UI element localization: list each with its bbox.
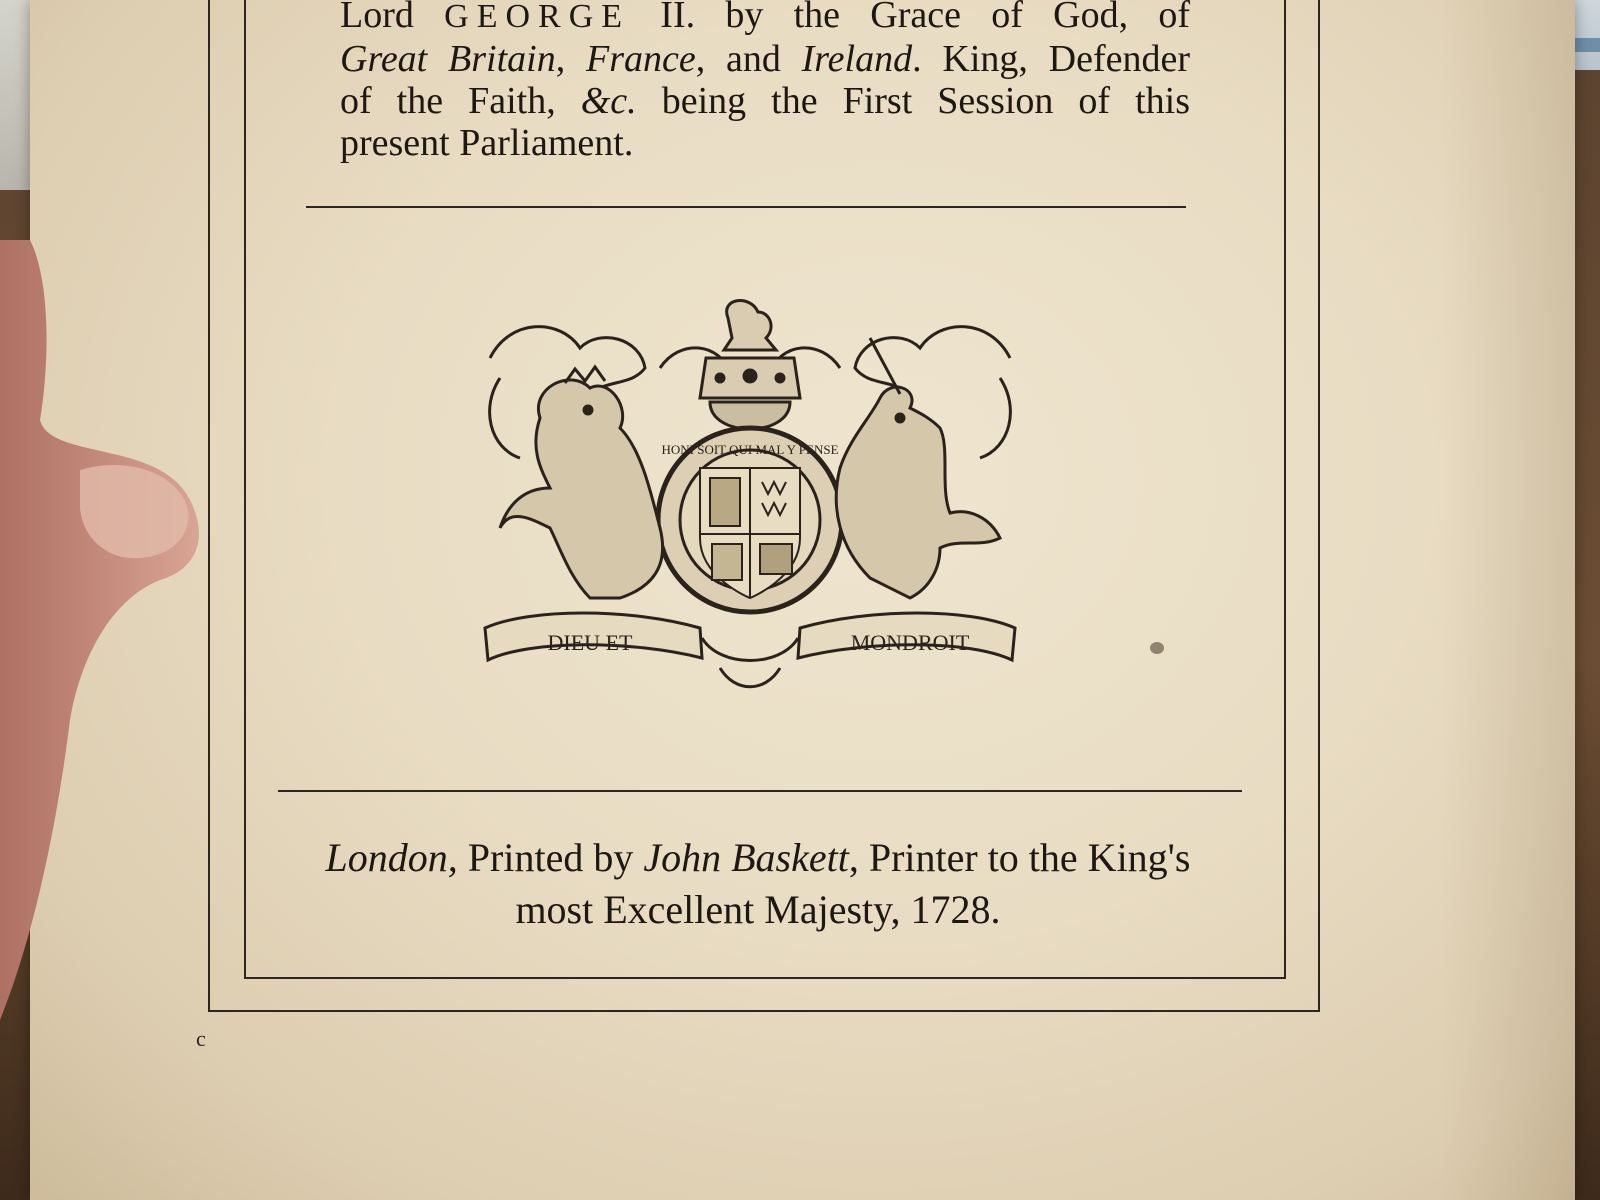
imprint-line-2: most Excellent Majesty, 1728. <box>515 887 1001 932</box>
garter-motto: HONI SOIT QUI MAL Y PENSE <box>661 442 839 457</box>
title-block <box>340 0 1190 164</box>
title-line-4: present Parliament. <box>340 122 634 164</box>
top-rule <box>306 206 1186 208</box>
printer-name: John Baskett <box>643 835 849 880</box>
signature-mark: c <box>196 1026 206 1051</box>
motto-left: DIEU ET <box>547 630 633 655</box>
ink-speck <box>1150 642 1164 654</box>
title-line-1: Lord GEORGE II. by the Grace of God, of <box>340 0 1191 36</box>
monarch-name: GEORGE <box>444 0 631 35</box>
bottom-rule <box>278 790 1242 792</box>
royal-coat-of-arms-icon <box>470 298 1030 698</box>
title-line-3: of the Faith, &c. being the First Session of this <box>340 80 1191 122</box>
motto-right: MONDROIT <box>850 630 970 655</box>
imprint-line-1: London, Printed by John Baskett, Printer to the King's <box>325 835 1191 880</box>
imprint-block <box>258 832 1258 936</box>
title-line-2: Great Britain, France, and Ireland. King, Defender <box>340 38 1191 80</box>
